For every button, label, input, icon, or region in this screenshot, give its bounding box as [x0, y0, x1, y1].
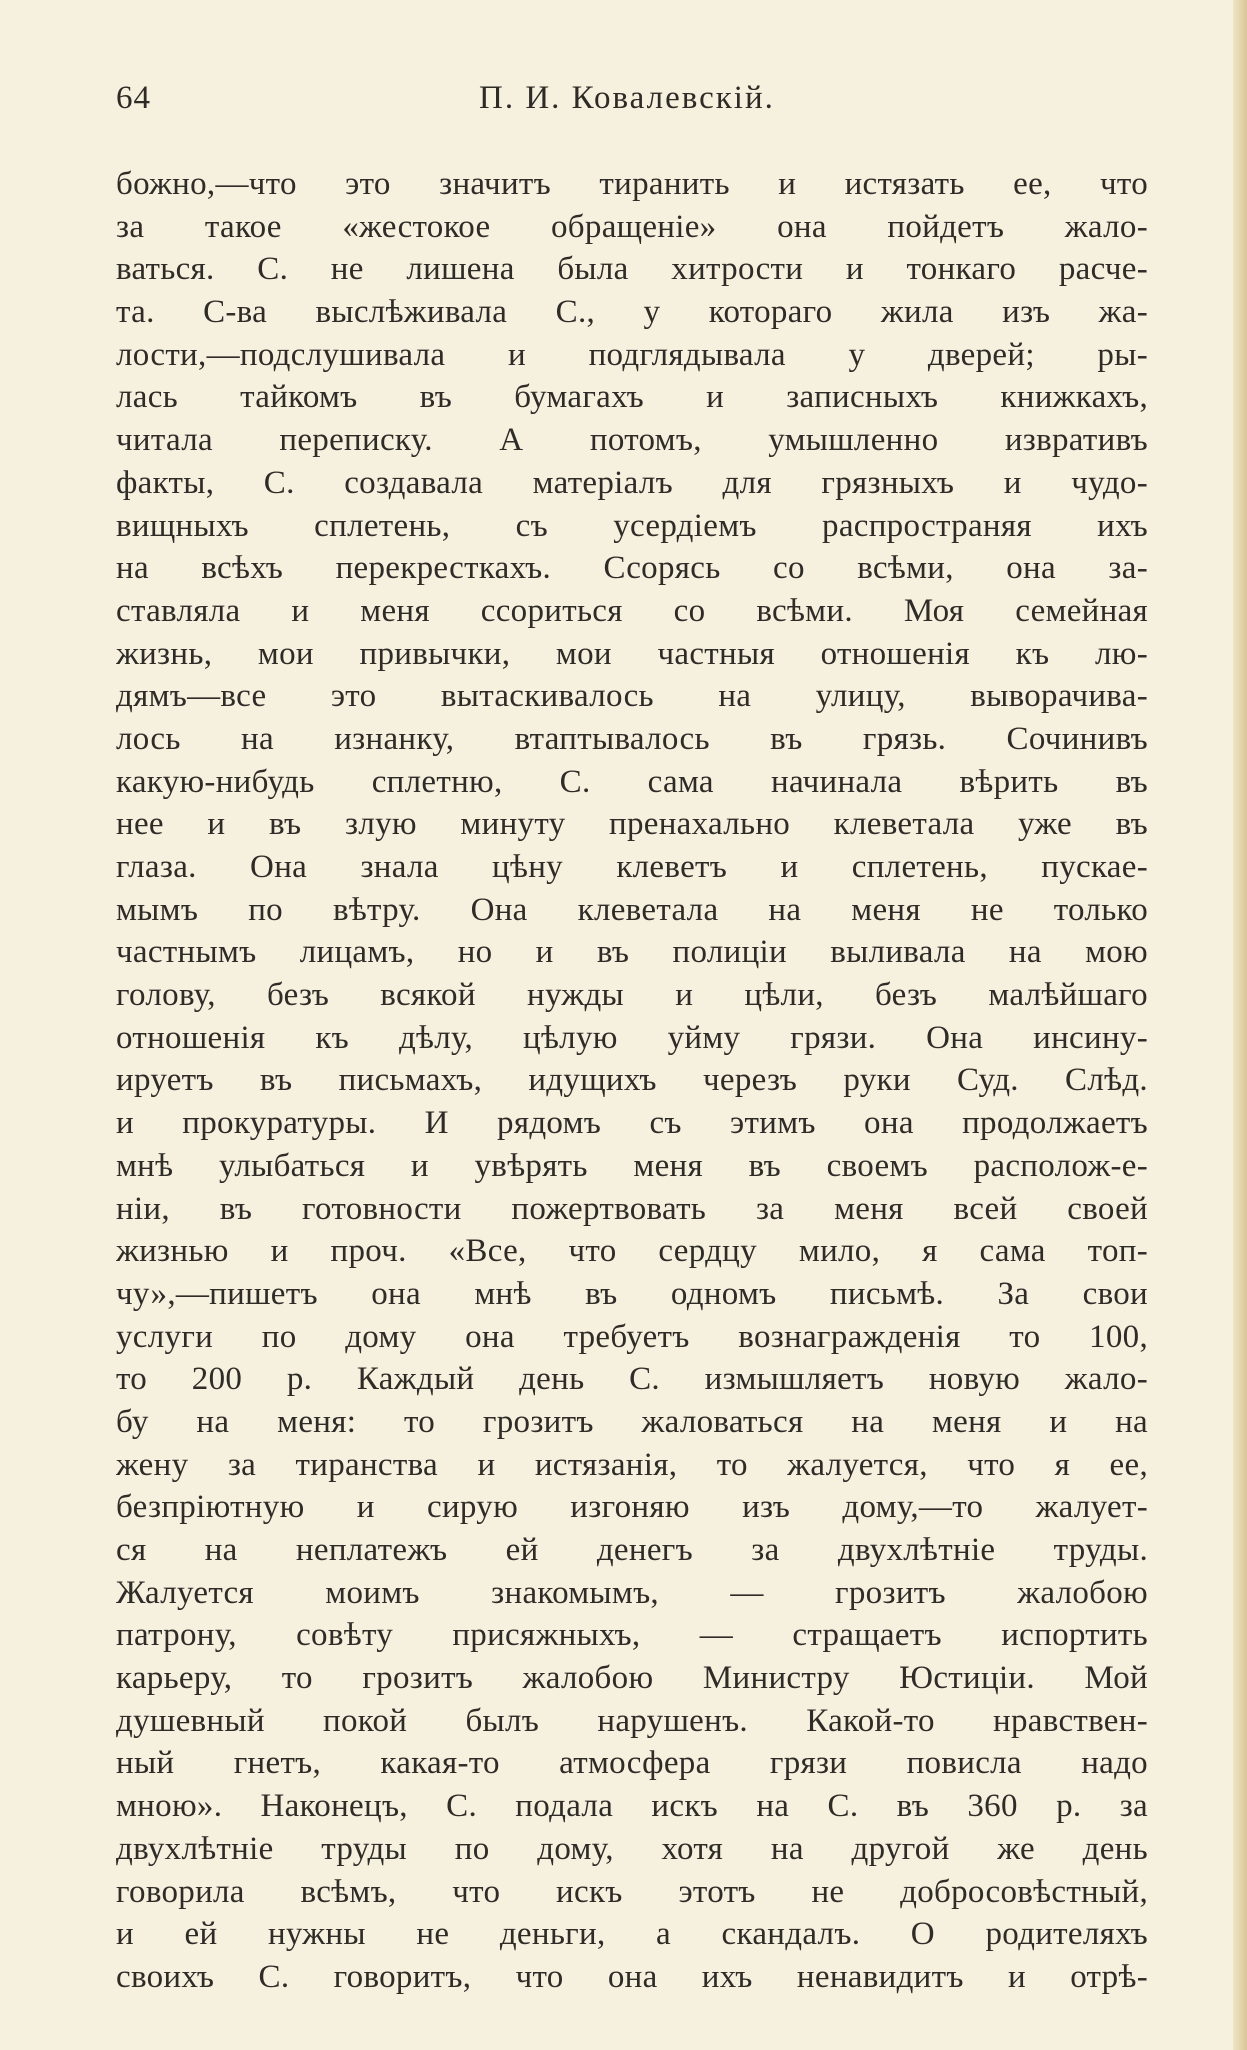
text-line: и ей нужны не деньги, а скандалъ. О родителяхъ: [116, 1916, 1148, 1953]
text-line: чу»,—пишетъ она мнѣ въ одномъ письмѣ. За свои: [116, 1275, 1148, 1312]
body-text: [116, 163, 1148, 1999]
text-line: патрону, совѣту присяжныхъ, — стращаетъ испортить: [116, 1617, 1148, 1654]
text-line: вищныхъ сплетень, съ усердіемъ распространяя ихъ: [116, 507, 1148, 544]
text-line: жизнью и проч. «Все, что сердцу мило, я сама топ-: [116, 1233, 1148, 1270]
text-line: за такое «жестокое обращеніе» она пойдетъ жало-: [116, 208, 1148, 245]
text-line: то 200 р. Каждый день С. измышляетъ новую жало-: [116, 1361, 1148, 1398]
text-line: мнѣ улыбаться и увѣрять меня въ своемъ располож-е-: [116, 1147, 1148, 1184]
page-edge: [1233, 0, 1247, 2050]
running-head: П. И. Ковалевскій.: [479, 80, 775, 116]
text-line: лась тайкомъ въ бумагахъ и записныхъ книжкахъ,: [116, 379, 1148, 416]
text-line: говорила всѣмъ, что искъ этотъ не добросовѣстный,: [116, 1873, 1148, 1910]
text-line: жену за тиранства и истязанія, то жалуется, что я ее,: [116, 1446, 1148, 1483]
text-line: частнымъ лицамъ, но и въ полиціи выливала на мою: [116, 934, 1148, 971]
text-line: ируетъ въ письмахъ, идущихъ черезъ руки Суд. Слѣд.: [116, 1062, 1148, 1099]
text-line: ный гнетъ, какая-то атмосфера грязи повисла надо: [116, 1745, 1148, 1782]
text-line: услуги по дому она требуетъ вознагражденія то 100,: [116, 1318, 1148, 1355]
text-line: душевный покой былъ нарушенъ. Какой-то нравствен-: [116, 1702, 1148, 1739]
text-line: голову, безъ всякой нужды и цѣли, безъ малѣйшаго: [116, 977, 1148, 1014]
text-line: та. С-ва выслѣживала С., у котораго жила изъ жа-: [116, 294, 1148, 331]
text-line: ніи, въ готовности пожертвовать за меня всей своей: [116, 1190, 1148, 1227]
text-line: жизнь, мои привычки, мои частныя отношенія къ лю-: [116, 635, 1148, 672]
text-line: ставляла и меня ссориться со всѣми. Моя семейная: [116, 592, 1148, 629]
text-line: какую-нибудь сплетню, С. сама начинала вѣрить въ: [116, 763, 1148, 800]
text-line: факты, С. создавала матеріалъ для грязныхъ и чудо-: [116, 464, 1148, 501]
text-line: читала переписку. А потомъ, умышленно извративъ: [116, 422, 1148, 459]
text-line: на всѣхъ перекресткахъ. Ссорясь со всѣми, она за-: [116, 550, 1148, 587]
text-line: нее и въ злую минуту пренахально клеветала уже въ: [116, 806, 1148, 843]
text-line: и прокуратуры. И рядомъ съ этимъ она продолжаетъ: [116, 1105, 1148, 1142]
text-line: бу на меня: то грозитъ жаловаться на меня и на: [116, 1403, 1148, 1440]
page-number: 64: [116, 80, 151, 116]
text-line: лости,—подслушивала и подглядывала у дверей; ры-: [116, 336, 1148, 373]
text-line: дямъ—все это вытаскивалось на улицу, выворачива-: [116, 678, 1148, 715]
text-line: отношенія къ дѣлу, цѣлую уйму грязи. Она инсину-: [116, 1019, 1148, 1056]
text-line: мною». Наконецъ, С. подала искъ на С. въ 360 р. за: [116, 1788, 1148, 1825]
text-line: безпріютную и сирую изгоняю изъ дому,—то жалует-: [116, 1489, 1148, 1526]
text-line: карьеру, то грозитъ жалобою Министру Юстиціи. Мой: [116, 1660, 1148, 1697]
text-line: своихъ С. говоритъ, что она ихъ ненавидитъ и отрѣ-: [116, 1958, 1148, 1995]
text-line: лось на изнанку, втаптывалось въ грязь. Сочинивъ: [116, 720, 1148, 757]
text-line: Жалуется моимъ знакомымъ, — грозитъ жалобою: [116, 1574, 1148, 1611]
page-header: [116, 80, 1146, 130]
text-line: двухлѣтніе труды по дому, хотя на другой же день: [116, 1830, 1148, 1867]
text-line: ваться. С. не лишена была хитрости и тонкаго расче-: [116, 251, 1148, 288]
text-line: глаза. Она знала цѣну клеветъ и сплетень, пускае-: [116, 849, 1148, 885]
text-line: божно,—что это значитъ тиранить и истязать ее, что: [116, 166, 1148, 202]
text-line: мымъ по вѣтру. Она клеветала на меня не только: [116, 891, 1148, 928]
text-line: ся на неплатежъ ей денегъ за двухлѣтніе труды.: [116, 1532, 1148, 1568]
